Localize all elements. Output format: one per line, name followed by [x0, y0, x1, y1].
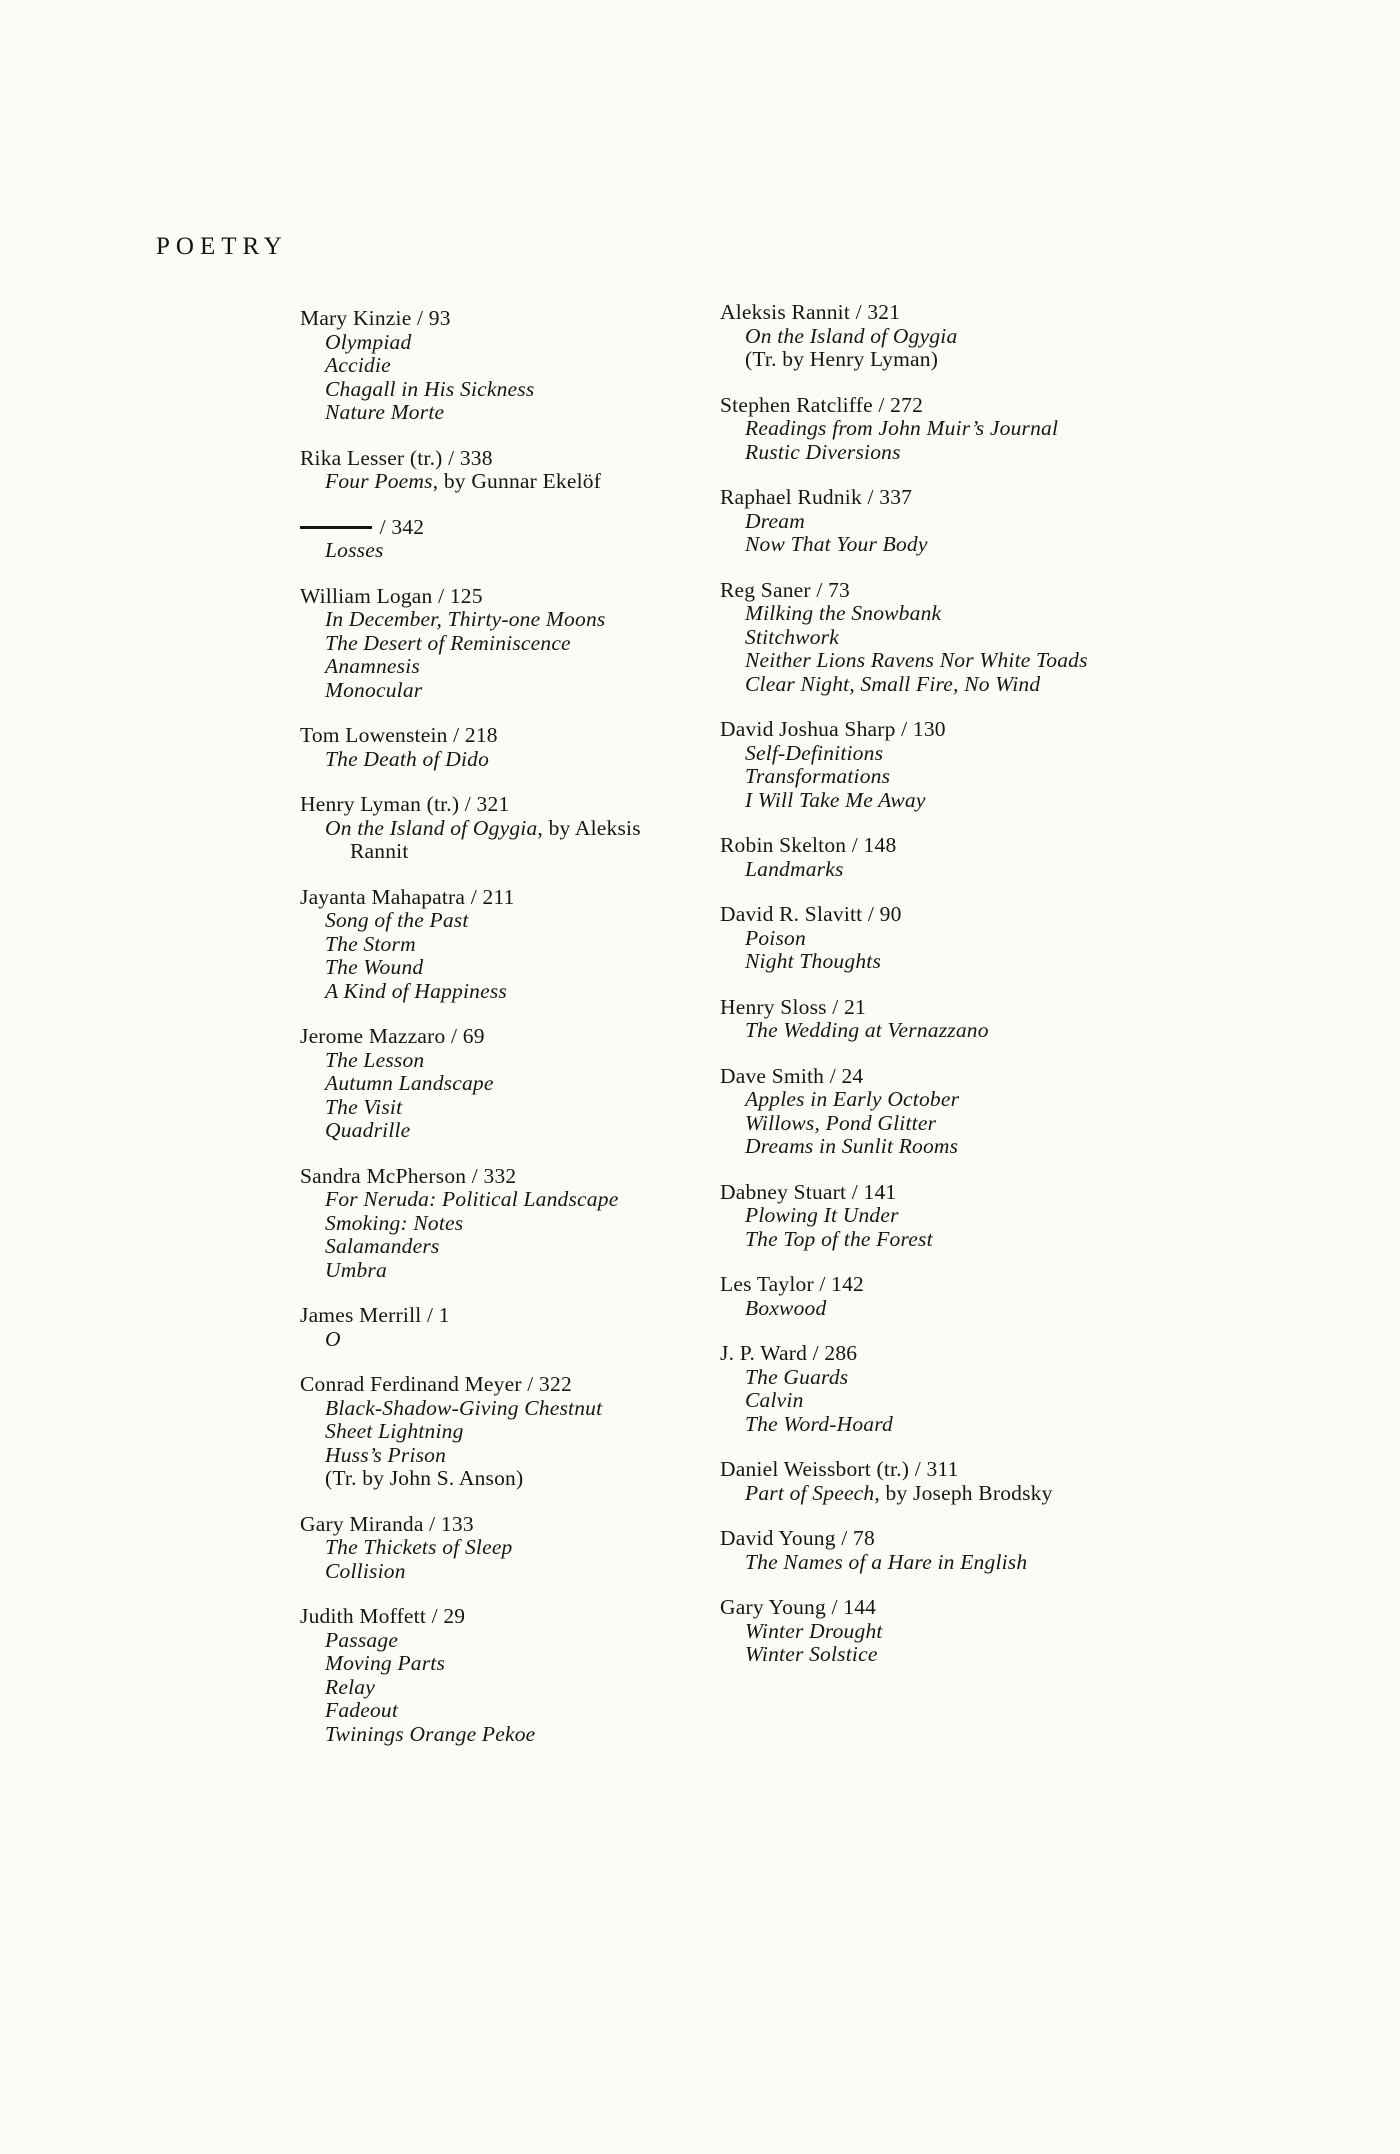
- author-line: Stephen Ratcliffe / 272: [720, 392, 924, 417]
- work-title: On the Island of Ogygia, by Aleksis: [325, 815, 641, 840]
- work-title: [300, 1536, 740, 1560]
- work-title: [300, 354, 740, 378]
- work-title-italic: Willows, Pond Glitter: [745, 1110, 937, 1135]
- author-line: Aleksis Rannit / 321: [720, 300, 901, 324]
- work-title-italic: The Word-Hoard: [745, 1411, 893, 1436]
- author-line: Conrad Ferdinand Meyer / 322: [300, 1372, 572, 1396]
- work-title: [300, 956, 740, 980]
- toc-entry: [720, 834, 1190, 881]
- toc-entry: [300, 1513, 740, 1584]
- work-title-italic: Huss’s Prison: [325, 1442, 447, 1467]
- toc-column-left: [300, 307, 740, 1768]
- toc-entry: [720, 1342, 1190, 1436]
- work-title: [300, 748, 740, 772]
- work-title-italic: Twinings Orange Pekoe: [325, 1721, 536, 1746]
- author-line: David Young / 78: [720, 1526, 875, 1550]
- author-line: David Joshua Sharp / 130: [720, 717, 946, 741]
- work-title-italic: Accidie: [325, 353, 391, 377]
- work-title: Rannit: [350, 839, 409, 863]
- work-title: [300, 331, 740, 355]
- toc-entry: [720, 718, 1190, 812]
- ditto-rule: [300, 526, 372, 529]
- toc-entry: [720, 394, 1190, 465]
- work-title: [720, 1019, 1190, 1043]
- work-title: [300, 1235, 740, 1259]
- author-line: Dabney Stuart / 141: [720, 1179, 897, 1204]
- author-line: Rika Lesser (tr.) / 338: [300, 445, 493, 470]
- work-title-italic: Dreams in Sunlit Rooms: [745, 1134, 959, 1158]
- toc-entry: [300, 724, 740, 771]
- work-title: (Tr. by John S. Anson): [325, 1466, 524, 1490]
- work-title: [300, 1049, 740, 1073]
- work-title: [300, 1119, 740, 1143]
- work-title: Four Poems, by Gunnar Ekelöf: [325, 469, 602, 493]
- author-line: Sandra McPherson / 332: [300, 1163, 517, 1188]
- work-title: (Tr. by Henry Lyman): [745, 347, 939, 371]
- work-title-italic: The Visit: [325, 1094, 403, 1119]
- work-title-italic: I Will Take Me Away: [745, 787, 926, 812]
- work-title: Part of Speech, by Joseph Brodsky: [745, 1480, 1053, 1505]
- toc-entry: [720, 1181, 1190, 1252]
- work-title: [300, 1420, 740, 1444]
- work-title: [720, 1297, 1190, 1321]
- work-title: [300, 1397, 740, 1421]
- work-title-italic: Night Thoughts: [745, 949, 882, 973]
- author-line: Judith Moffett / 29: [300, 1604, 466, 1628]
- work-title-italic: Readings from John Muir’s Journal: [745, 416, 1059, 440]
- work-title: [720, 325, 1190, 349]
- toc-entry: [300, 447, 740, 494]
- work-title: [720, 649, 1190, 673]
- work-title: [720, 533, 1190, 557]
- work-title-italic: Monocular: [325, 677, 423, 702]
- work-title-italic: Poison: [745, 925, 806, 950]
- author-line: William Logan / 125: [300, 583, 483, 608]
- toc-entry: [720, 486, 1190, 557]
- work-title-italic: Milking the Snowbank: [745, 601, 942, 625]
- work-title: [720, 1112, 1190, 1136]
- author-line: Raphael Rudnik / 337: [720, 485, 913, 509]
- work-title: [720, 1413, 1190, 1437]
- work-title-italic: Calvin: [745, 1388, 804, 1412]
- work-title: [720, 1228, 1190, 1252]
- poetry-section-header: POETRY: [156, 233, 288, 260]
- toc-entry: [300, 307, 740, 425]
- author-line: Mary Kinzie / 93: [300, 306, 451, 330]
- work-title-italic: Chagall in His Sickness: [325, 376, 535, 401]
- work-title-italic: The Desert of Reminiscence: [325, 630, 571, 655]
- work-title: [720, 1366, 1190, 1390]
- toc-entry: [720, 579, 1190, 697]
- work-title-italic: On the Island of Ogygia: [325, 815, 538, 840]
- work-title-italic: Stitchwork: [745, 624, 839, 649]
- toc-entry: [300, 516, 740, 563]
- work-title: [720, 765, 1190, 789]
- toc-entry: [720, 1065, 1190, 1159]
- work-title-italic: A Kind of Happiness: [325, 978, 507, 1003]
- work-title-italic: Nature Morte: [325, 400, 445, 424]
- work-title: [720, 1204, 1190, 1228]
- work-title-italic: Fadeout: [325, 1698, 399, 1722]
- work-title-italic: Autumn Landscape: [325, 1071, 494, 1095]
- work-title-italic: Winter Solstice: [745, 1642, 878, 1666]
- toc-entry: [720, 903, 1190, 974]
- work-title: [300, 1259, 740, 1283]
- author-line: Reg Saner / 73: [720, 577, 850, 602]
- work-title: [720, 1643, 1190, 1667]
- work-title: [720, 742, 1190, 766]
- author-line: Robin Skelton / 148: [720, 833, 897, 857]
- work-title: [300, 1212, 740, 1236]
- work-title: [720, 417, 1190, 441]
- work-title: [720, 673, 1190, 697]
- work-title-italic: Relay: [325, 1674, 375, 1699]
- work-title-italic: The Guards: [745, 1364, 849, 1389]
- work-title: [300, 1723, 740, 1747]
- toc-entry: [720, 1273, 1190, 1320]
- toc-entry: [300, 1373, 740, 1491]
- work-title: [300, 1444, 740, 1468]
- toc-entry: [300, 886, 740, 1004]
- work-title-italic: Collision: [325, 1558, 406, 1583]
- toc-entry: [720, 1527, 1190, 1574]
- work-title-italic: Boxwood: [745, 1295, 827, 1320]
- work-title-italic: The Wound: [325, 955, 424, 979]
- author-line: David R. Slavitt / 90: [720, 902, 902, 926]
- work-title-italic: For Neruda: Political Landscape: [325, 1187, 619, 1211]
- work-title: [720, 510, 1190, 534]
- author-line: Henry Sloss / 21: [720, 994, 866, 1019]
- author-line: Daniel Weissbort (tr.) / 311: [720, 1457, 959, 1481]
- work-title: [300, 655, 740, 679]
- work-title-italic: Rustic Diversions: [745, 439, 901, 464]
- work-title: [720, 1135, 1190, 1159]
- work-title: [720, 927, 1190, 951]
- work-title-italic: The Death of Dido: [325, 746, 490, 771]
- work-title-italic: Clear Night, Small Fire, No Wind: [745, 671, 1041, 696]
- toc-entry: [300, 793, 740, 864]
- toc-entry: [720, 1596, 1190, 1667]
- work-title: [300, 1629, 740, 1653]
- toc-entry: [300, 1165, 740, 1283]
- work-title-italic: Neither Lions Ravens Nor White Toads: [745, 648, 1088, 672]
- toc-entry: [720, 996, 1190, 1043]
- work-title-italic: Plowing It Under: [745, 1203, 899, 1227]
- work-title: [300, 1652, 740, 1676]
- work-title: [720, 441, 1190, 465]
- work-title-italic: On the Island of Ogygia: [745, 323, 958, 348]
- work-title: [720, 858, 1190, 882]
- author-line: James Merrill / 1: [300, 1303, 450, 1327]
- work-title: [720, 1620, 1190, 1644]
- work-title-italic: O: [325, 1326, 341, 1351]
- work-title-italic: The Names of a Hare in English: [745, 1549, 1028, 1574]
- work-title: [300, 933, 740, 957]
- work-title-italic: The Lesson: [325, 1047, 425, 1072]
- author-line: Les Taylor / 142: [720, 1272, 865, 1296]
- work-title-italic: Moving Parts: [325, 1651, 446, 1675]
- toc-entry: [720, 1458, 1190, 1505]
- work-title-italic: The Thickets of Sleep: [325, 1535, 513, 1559]
- work-title-italic: The Storm: [325, 931, 416, 956]
- work-title: [300, 1699, 740, 1723]
- work-title: [720, 1551, 1190, 1575]
- author-line: Dave Smith / 24: [720, 1063, 864, 1088]
- work-title-italic: Quadrille: [325, 1118, 411, 1142]
- author-line: / 342: [300, 516, 740, 540]
- work-title: [300, 1072, 740, 1096]
- author-line: Jerome Mazzaro / 69: [300, 1024, 485, 1048]
- author-line: J. P. Ward / 286: [720, 1341, 858, 1365]
- work-title-italic: Anamnesis: [325, 654, 420, 678]
- work-title: [300, 1188, 740, 1212]
- work-title-italic: Apples in Early October: [745, 1087, 960, 1111]
- work-title: [720, 1088, 1190, 1112]
- work-title-italic: Transformations: [745, 764, 891, 788]
- work-title-italic: Passage: [325, 1627, 399, 1652]
- author-line: Tom Lowenstein / 218: [300, 723, 498, 747]
- toc-entry: [300, 1605, 740, 1746]
- work-title-italic: Black-Shadow-Giving Chestnut: [325, 1395, 603, 1420]
- work-title: [720, 1389, 1190, 1413]
- work-title-italic: Winter Drought: [745, 1618, 883, 1643]
- toc-entry: [300, 1304, 740, 1351]
- work-title: [720, 602, 1190, 626]
- work-title-italic: Song of the Past: [325, 908, 469, 932]
- work-title: [300, 378, 740, 402]
- work-title: [300, 679, 740, 703]
- work-title-italic: Olympiad: [325, 329, 412, 354]
- work-title-italic: Now That Your Body: [745, 532, 928, 556]
- work-title: [300, 632, 740, 656]
- work-title: [300, 401, 740, 425]
- work-title: [720, 950, 1190, 974]
- work-title-italic: Dream: [745, 508, 805, 533]
- work-title: [720, 626, 1190, 650]
- work-title-italic: Salamanders: [325, 1234, 440, 1258]
- work-title-italic: The Top of the Forest: [745, 1226, 933, 1251]
- work-title-italic: The Wedding at Vernazzano: [745, 1018, 989, 1042]
- work-title: [300, 1328, 740, 1352]
- work-title-italic: Sheet Lightning: [325, 1419, 464, 1443]
- work-title: [300, 539, 740, 563]
- work-title-italic: Umbra: [325, 1257, 387, 1282]
- toc-column-right: [720, 301, 1190, 1689]
- toc-entry: [300, 1025, 740, 1143]
- work-title: [300, 909, 740, 933]
- toc-entry: [300, 585, 740, 703]
- author-line: Jayanta Mahapatra / 211: [300, 884, 515, 909]
- author-line: Gary Miranda / 133: [300, 1511, 474, 1536]
- toc-entry: [720, 301, 1190, 372]
- work-title: [300, 1676, 740, 1700]
- work-title-italic: Self-Definitions: [745, 740, 884, 765]
- author-line: Gary Young / 144: [720, 1595, 877, 1619]
- work-title-italic: Landmarks: [745, 856, 844, 881]
- author-line: Henry Lyman (tr.) / 321: [300, 792, 510, 816]
- work-title: [300, 980, 740, 1004]
- work-title-italic: Four Poems: [325, 469, 433, 493]
- work-title-italic: Smoking: Notes: [325, 1210, 464, 1235]
- work-title: [720, 789, 1190, 813]
- work-title: [300, 1560, 740, 1584]
- work-title: [300, 1096, 740, 1120]
- work-title-italic: In December, Thirty-one Moons: [325, 607, 606, 631]
- work-title: [300, 608, 740, 632]
- work-title-italic: Part of Speech: [745, 1480, 875, 1505]
- work-title-italic: Losses: [325, 538, 384, 562]
